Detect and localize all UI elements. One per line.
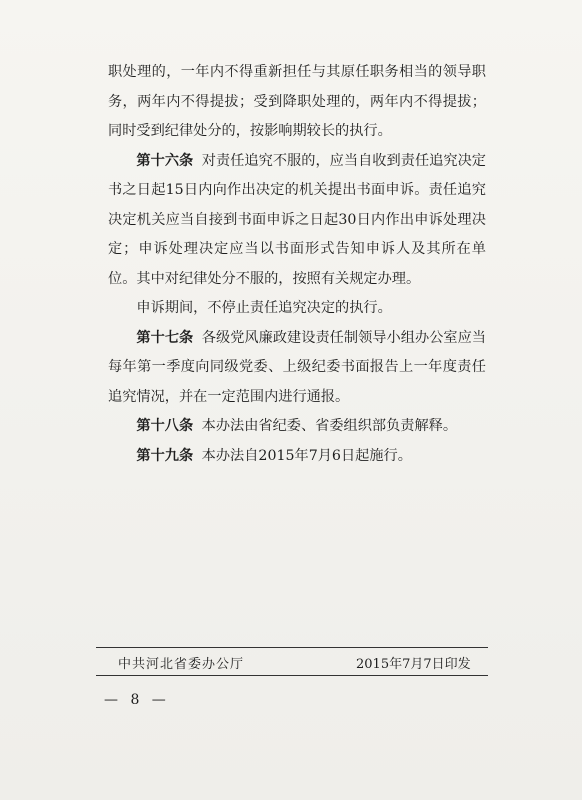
- article-heading: 第十九条: [136, 447, 194, 464]
- article-heading: 第十七条: [136, 329, 194, 346]
- article-19: [108, 442, 486, 472]
- article-text: 本办法自2015年7月6日起施行。: [201, 447, 412, 464]
- article-text: 本办法由省纪委、省委组织部负责解释。: [201, 418, 458, 434]
- article-text: 各级党风廉政建设责任制领导小组办公室应当每年第一季度向同级党委、上级纪委书面报告上一年度责任追究情况，并在一定范围内进行通报。: [108, 329, 486, 405]
- page-number: — 8 —: [104, 692, 170, 708]
- article-text: 对责任追究不服的，应当自收到责任追究决定书之日起15日内向作出决定的机关提出书面申诉。责任追究决定机关应当自接到书面申诉之日起30日内作出申诉处理决定；申诉处理决定应当以书面形式告知申诉人及其所在单位。其中对纪律处分不服的，按照有关规定办理。: [108, 152, 486, 287]
- article-16: [108, 147, 486, 295]
- article-18: [108, 412, 486, 442]
- article-heading: 第十六条: [136, 152, 194, 169]
- article-heading: 第十八条: [136, 418, 194, 434]
- article-17: [108, 324, 486, 413]
- paragraph-continued: 职处理的，一年内不得重新担任与其原任职务相当的领导职务，两年内不得提拔；受到降职处理的，两年内不得提拔；同时受到纪律处分的，按影响期较长的执行。: [108, 64, 486, 139]
- footer-rule-top: [96, 647, 488, 648]
- footer-rule-bottom: [96, 675, 488, 676]
- footer-issuer: 中共河北省委办公厅: [118, 657, 245, 672]
- footer-print-date: 2015年7月7日印发: [356, 657, 471, 672]
- document-body: [108, 58, 486, 471]
- paragraph-appeal-period: 申诉期间，不停止责任追究决定的执行。: [136, 300, 392, 316]
